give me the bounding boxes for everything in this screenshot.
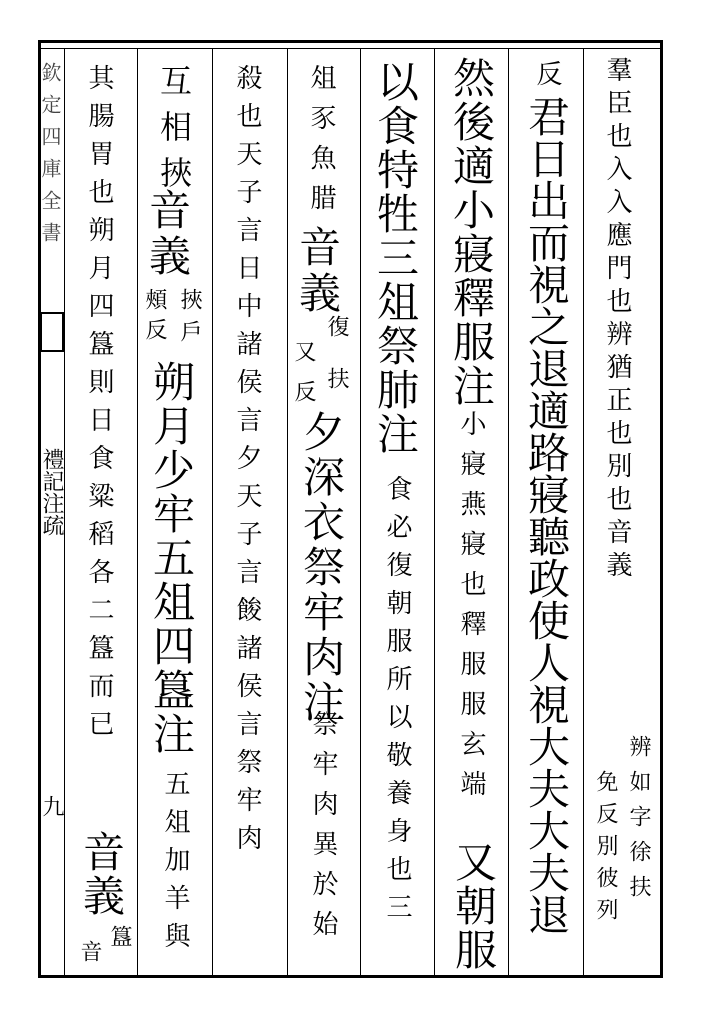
column-divider (137, 48, 138, 975)
column-divider (508, 48, 509, 975)
column-3-note: 小寢燕寢也釋服服玄端 (456, 410, 486, 810)
margin-page-number: 九 (39, 795, 64, 817)
column-5-lead: 俎豕魚腊 (306, 64, 336, 224)
column-5-yinyi: 音義 (293, 225, 342, 317)
column-2-lead: 反 (532, 60, 562, 92)
column-6-text: 殺也天子言日中諸侯言夕天子言餕諸侯言祭牢肉 (232, 64, 262, 862)
column-7-yinyi: 音義 (143, 188, 192, 280)
column-divider (360, 48, 361, 975)
column-8-gloss-left: 音 (77, 940, 102, 964)
frame-top-inner-rule (38, 48, 663, 49)
margin-seal-mark (40, 312, 64, 352)
frame-right-rule (660, 40, 663, 978)
column-divider (212, 48, 213, 975)
column-5-main: 夕深衣祭牢肉注 (297, 410, 346, 725)
column-4-main: 以食特牲三俎祭肺注 (371, 60, 420, 456)
column-7-main: 朔月少牢五俎四簋注 (147, 360, 196, 756)
column-3-main: 然後適小寢釋服注 (447, 56, 496, 408)
column-1-note-right: 辨如字徐扶 (626, 735, 651, 910)
column-5-note: 祭牢肉異於始 (308, 710, 338, 950)
column-8-yinyi: 音義 (77, 830, 126, 918)
column-7-gloss-right: 挾戶 (177, 288, 202, 352)
column-5-gloss-right: 復扶 (324, 315, 349, 419)
column-divider (583, 48, 584, 975)
frame-bottom-rule (38, 975, 663, 978)
column-7-gloss-left: 頰反 (142, 288, 167, 348)
column-4-note: 食必復朝服所以敬養身也三 (382, 475, 412, 931)
column-divider (64, 48, 65, 975)
margin-header-faded: 欽定四庫全書 (38, 62, 62, 254)
column-3-tail: 又朝服 (449, 840, 498, 972)
frame-top-rule (38, 40, 663, 43)
margin-book-title: 禮記注疏 (39, 448, 64, 536)
column-divider (287, 48, 288, 975)
column-1-text: 羣臣也入入應門也辨猶正也別也音義 (602, 56, 632, 584)
column-divider (434, 48, 435, 975)
column-7-note: 五俎加羊與 (160, 770, 190, 960)
column-1-note-left: 免反別彼列 (593, 770, 618, 930)
column-2-text: 君日出而視之退適路寢聽政使人視大夫大夫退 (522, 95, 571, 935)
column-8-gloss-right: 簋 (107, 925, 132, 949)
column-7-lead: 互相挾 (155, 64, 193, 202)
column-5-gloss-left: 又反 (291, 340, 316, 420)
column-8-text: 其腸胃也朔月四簋則日食粱稻各二簋而已 (84, 64, 114, 748)
